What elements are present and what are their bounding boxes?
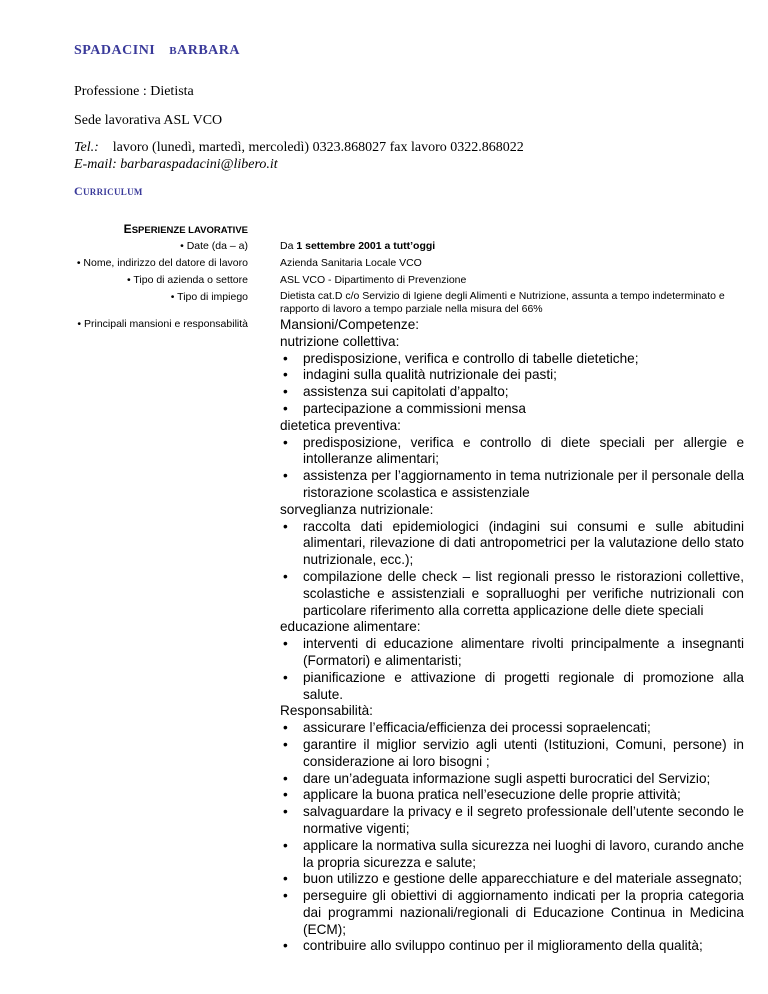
- list-item: [280, 888, 744, 938]
- list-item: [280, 771, 744, 788]
- name-rest: ARBARA: [177, 43, 240, 58]
- work-location: Sede lavorativa ASL VCO: [74, 113, 223, 128]
- list-item-text: garantire il miglior servizio agli utenti (Istituzioni, Comuni, persone) in considerazione ai loro bisogni ;: [303, 736, 744, 769]
- list-item-text: predisposizione, verifica e controllo di diete speciali per allergie e intolleranze alimentari;: [303, 434, 744, 467]
- email: E-mail: barbaraspadacini@libero.it: [74, 157, 278, 172]
- duty-list: [280, 435, 744, 502]
- bullet-icon: •: [283, 837, 288, 853]
- duty-group-heading: Responsabilità:: [280, 703, 373, 719]
- employer-value: Azienda Sanitaria Locale VCO: [280, 257, 422, 269]
- list-item-text: dare un’adeguata informazione sugli aspetti burocratici del Servizio;: [303, 770, 711, 786]
- duty-list: [280, 351, 744, 418]
- bullet-icon: •: [283, 720, 288, 736]
- bullet-icon: •: [283, 787, 288, 803]
- list-item-text: predisposizione, verifica e controllo di tabelle dietetiche;: [303, 350, 639, 366]
- duty-list: [280, 720, 744, 955]
- bullet-icon: •: [283, 804, 288, 820]
- bullet-icon: •: [283, 568, 288, 584]
- list-item-text: raccolta dati epidemiologici (indagini sui consumi e sulle abitudini alimentari, rilevazione di dati antropometrici per la valutazione dello stato nutrizionale, ecc.);: [303, 518, 744, 568]
- section-initial: C: [74, 184, 83, 198]
- bullet-icon: •: [283, 938, 288, 954]
- bullet-icon: •: [283, 434, 288, 450]
- list-item: [280, 468, 744, 502]
- list-item-text: perseguire gli obiettivi di aggiornamento indicati per la propria categoria dai programmi nazionali/regionali di Educazione Continua in Medicina (ECM);: [303, 888, 744, 937]
- list-item: [280, 938, 744, 955]
- duties-groups: [280, 334, 744, 955]
- list-item-text: indagini sulla qualità nutrizionale dei pasti;: [303, 367, 557, 383]
- list-item: [280, 871, 744, 888]
- list-item: [280, 569, 744, 619]
- bullet-icon: •: [283, 669, 288, 685]
- bullet-icon: •: [283, 367, 288, 383]
- duty-list: [280, 519, 744, 620]
- list-item: [280, 435, 744, 469]
- bullet-icon: •: [283, 400, 288, 416]
- list-item-text: assistenza per l’aggiornamento in tema nutrizionale per il personale della ristorazione scolastica e assistenziale: [303, 468, 744, 500]
- list-item-text: buon utilizzo e gestione delle apparecchiature e del materiale assegnato;: [303, 871, 743, 887]
- list-item: [280, 401, 744, 418]
- date-value: [280, 240, 744, 253]
- bullet-icon: •: [283, 468, 288, 484]
- duty-group-heading: sorveglianza nutrizionale:: [280, 501, 434, 517]
- list-item-text: interventi di educazione alimentare rivolti principalmente a insegnanti (Formatori) e alimentaristi;: [303, 636, 744, 668]
- list-item: [280, 351, 744, 368]
- label-date: • Date (da – a): [180, 240, 248, 252]
- profession: Professione : Dietista: [74, 84, 194, 99]
- list-item: [280, 804, 744, 838]
- duties-block: [280, 317, 744, 955]
- bullet-icon: •: [283, 518, 288, 534]
- label-employment: • Tipo di impiego: [170, 291, 248, 303]
- bullet-icon: •: [283, 736, 288, 752]
- list-item-text: compilazione delle check – list regionali presso le ristorazioni collettive, scolastiche e assistenziali e sopralluoghi per verifiche nutrizionali con particolare riferimento alla corretta applicazione delle diete speciali: [303, 568, 744, 618]
- list-item-text: salvaguardare la privacy e il segreto professionale dell’utente secondo le normative vigenti;: [303, 804, 744, 836]
- label-sector: • Tipo di azienda o settore: [126, 274, 248, 286]
- date-prefix: Da: [280, 240, 297, 252]
- bullet-icon: •: [283, 888, 288, 904]
- list-item-text: assicurare l’efficacia/efficienza dei processi sopraelencati;: [303, 720, 651, 736]
- sector-value: ASL VCO - Dipartimento di Prevenzione: [280, 274, 467, 286]
- label-duties: • Principali mansioni e responsabilità: [77, 318, 248, 330]
- label-employer: • Nome, indirizzo del datore di lavoro: [76, 257, 248, 269]
- list-item: [280, 670, 744, 704]
- duty-group-heading: nutrizione collettiva:: [280, 333, 400, 349]
- duty-group-heading: dietetica preventiva:: [280, 417, 401, 433]
- section-rest: URRICULUM: [82, 187, 143, 197]
- list-item: [280, 384, 744, 401]
- date-range: 1 settembre 2001 a tutt’oggi: [296, 240, 436, 252]
- experience-heading: [124, 222, 248, 236]
- bullet-icon: •: [283, 636, 288, 652]
- tel-text: lavoro (lunedì, martedì, mercoledì) 0323.868027 fax lavoro 0322.868022: [112, 140, 524, 155]
- tel-label: Tel.:: [74, 140, 99, 155]
- name-initial: B: [169, 45, 178, 57]
- list-item: [280, 838, 744, 872]
- section-title: [74, 184, 143, 199]
- list-item-text: contribuire allo sviluppo continuo per il miglioramento della qualità;: [303, 938, 703, 954]
- list-item: [280, 636, 744, 670]
- experience-rest: SPERIENZE LAVORATIVE: [131, 225, 248, 236]
- duties-title: Mansioni/Competenze:: [280, 317, 420, 332]
- list-item-text: applicare la normativa sulla sicurezza nei luoghi di lavoro, curando anche la propria sicurezza e salute;: [303, 837, 744, 870]
- list-item: [280, 737, 744, 771]
- employment-value: Dietista cat.D c/o Servizio di Igiene degli Alimenti e Nutrizione, assunta a tempo indeterminato e rapporto di lavoro a tempo parziale nella misura del 66%: [280, 290, 725, 315]
- list-item-text: pianificazione e attivazione di progetti regionale di promozione alla salute.: [303, 669, 744, 702]
- bullet-icon: •: [283, 770, 288, 786]
- bullet-icon: •: [283, 384, 288, 400]
- list-item-text: assistenza sui capitolati d’appalto;: [303, 384, 509, 400]
- duty-group-heading: educazione alimentare:: [280, 619, 421, 635]
- surname: SPADACINI: [74, 43, 156, 58]
- list-item-text: partecipazione a commissioni mensa: [303, 400, 526, 416]
- duty-list: [280, 636, 744, 703]
- list-item: [280, 367, 744, 384]
- list-item-text: applicare la buona pratica nell’esecuzione delle proprie attività;: [303, 787, 681, 803]
- telephone: [74, 139, 524, 156]
- list-item: [280, 519, 744, 569]
- experience-initial: E: [123, 222, 132, 236]
- bullet-icon: •: [283, 350, 288, 366]
- list-item: [280, 787, 744, 804]
- bullet-icon: •: [283, 871, 288, 887]
- list-item: [280, 720, 744, 737]
- person-name: [74, 43, 240, 59]
